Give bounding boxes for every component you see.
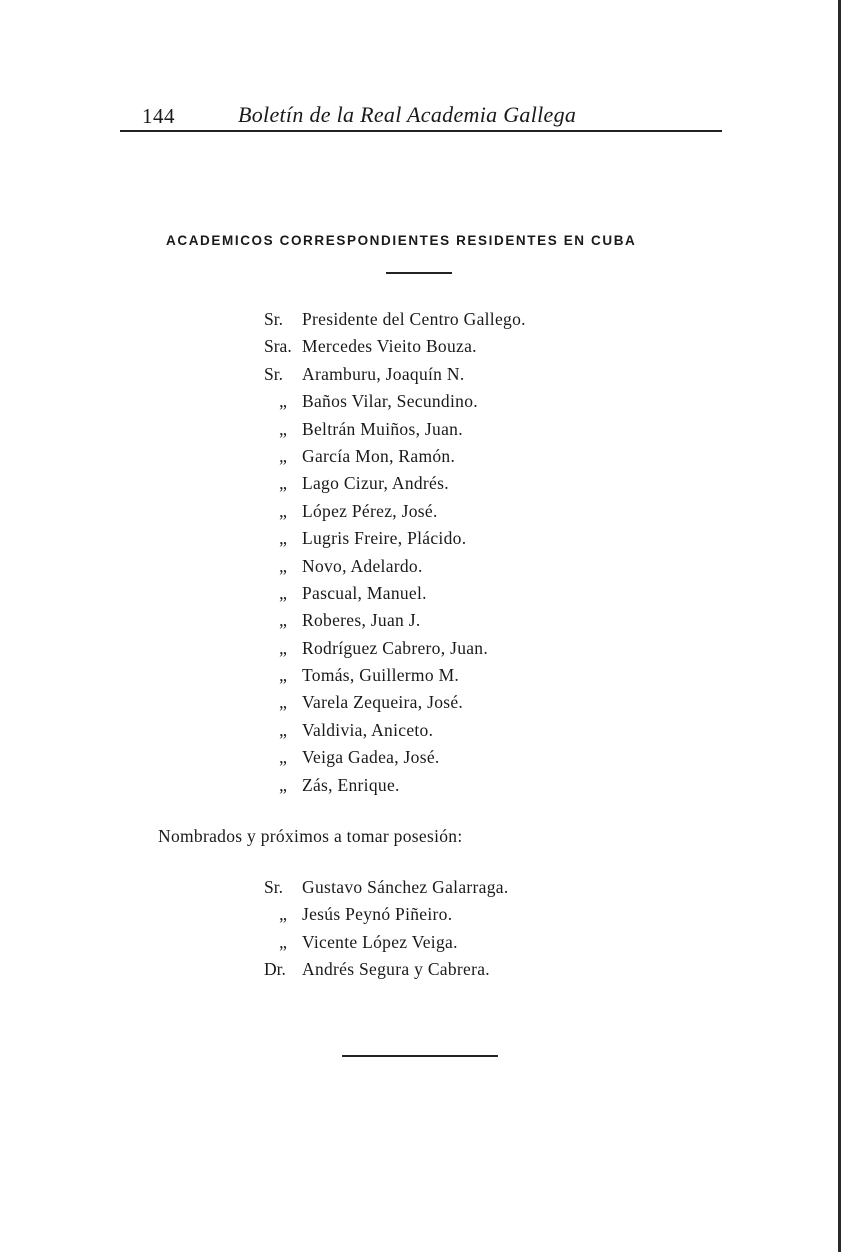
ditto-mark: „: [279, 418, 287, 439]
list-item: [264, 416, 526, 443]
list-item: [264, 443, 526, 470]
nominee-name: Vicente López Veiga.: [302, 931, 458, 952]
list-item: [264, 717, 526, 744]
title-prefix: Sr.: [264, 363, 283, 384]
member-name: Presidente del Centro Gallego.: [302, 309, 526, 329]
member-name: Tomás, Guillermo M.: [302, 665, 460, 686]
title-prefix: Sra.: [264, 336, 292, 357]
member-name: Varela Zequeira, José.: [302, 692, 464, 713]
ditto-mark: „: [279, 528, 287, 549]
list-item: [264, 635, 526, 662]
member-name: Lago Cizur, Andrés.: [302, 473, 449, 494]
member-name: Novo, Adelardo.: [302, 555, 423, 576]
list-item: [264, 662, 526, 689]
nominee-name: Gustavo Sánchez Galarraga.: [302, 877, 509, 897]
ditto-mark: „: [279, 747, 287, 768]
nominees-list: [264, 874, 509, 984]
list-item: [264, 901, 509, 928]
ditto-mark: „: [279, 500, 287, 521]
ditto-mark: „: [279, 692, 287, 713]
list-item: [264, 498, 526, 525]
member-name: Mercedes Vieito Bouza.: [302, 336, 477, 357]
list-item: [264, 874, 509, 901]
ditto-mark: „: [279, 555, 287, 576]
ditto-mark: „: [279, 665, 287, 686]
list-item: [264, 525, 526, 552]
list-item: [264, 361, 526, 388]
ditto-mark: „: [279, 774, 287, 795]
members-list: [264, 306, 526, 799]
title-prefix: Dr.: [264, 959, 286, 980]
header-rule: [120, 130, 722, 132]
ditto-mark: „: [279, 931, 287, 952]
member-name: Rodríguez Cabrero, Juan.: [302, 637, 489, 658]
member-name: Aramburu, Joaquín N.: [302, 363, 465, 384]
page-edge-shadow: [838, 0, 841, 1252]
member-name: Beltrán Muiños, Juan.: [302, 418, 463, 439]
member-name: Baños Vilar, Secundino.: [302, 391, 478, 412]
nominees-heading: Nombrados y próximos a tomar posesión:: [158, 826, 463, 846]
list-item: [264, 553, 526, 580]
member-name: García Mon, Ramón.: [302, 445, 456, 466]
ditto-mark: „: [279, 637, 287, 658]
list-item: [264, 772, 526, 799]
nominee-name: Andrés Segura y Cabrera.: [302, 959, 490, 980]
list-item: [264, 470, 526, 497]
ditto-mark: „: [279, 473, 287, 494]
member-name: Roberes, Juan J.: [302, 610, 421, 631]
member-name: Lugris Freire, Plácido.: [302, 528, 467, 549]
ditto-mark: „: [279, 445, 287, 466]
member-name: Zás, Enrique.: [302, 774, 400, 795]
ditto-mark: „: [279, 610, 287, 631]
member-name: Pascual, Manuel.: [302, 582, 427, 603]
title-prefix: Sr.: [264, 309, 283, 329]
list-item: [264, 388, 526, 415]
section-title: ACADEMICOS CORRESPONDIENTES RESIDENTES EN CUBA: [166, 233, 637, 248]
list-item: [264, 306, 526, 333]
list-item: [264, 689, 526, 716]
ditto-mark: „: [279, 719, 287, 740]
ditto-mark: „: [279, 582, 287, 603]
member-name: López Pérez, José.: [302, 500, 438, 521]
ditto-mark: „: [279, 391, 287, 412]
list-item: [264, 607, 526, 634]
member-name: Veiga Gadea, José.: [302, 747, 440, 768]
member-name: Valdivia, Aniceto.: [302, 719, 434, 740]
title-divider: [386, 272, 452, 274]
list-item: [264, 744, 526, 771]
list-item: [264, 929, 509, 956]
ditto-mark: „: [279, 904, 287, 925]
page-number: 144: [142, 104, 175, 128]
closing-rule: [342, 1055, 498, 1057]
running-title: Boletín de la Real Academia Gallega: [238, 102, 577, 127]
list-item: [264, 333, 526, 360]
title-prefix: Sr.: [264, 877, 283, 897]
nominee-name: Jesús Peynó Piñeiro.: [302, 904, 453, 925]
list-item: [264, 956, 509, 983]
list-item: [264, 580, 526, 607]
